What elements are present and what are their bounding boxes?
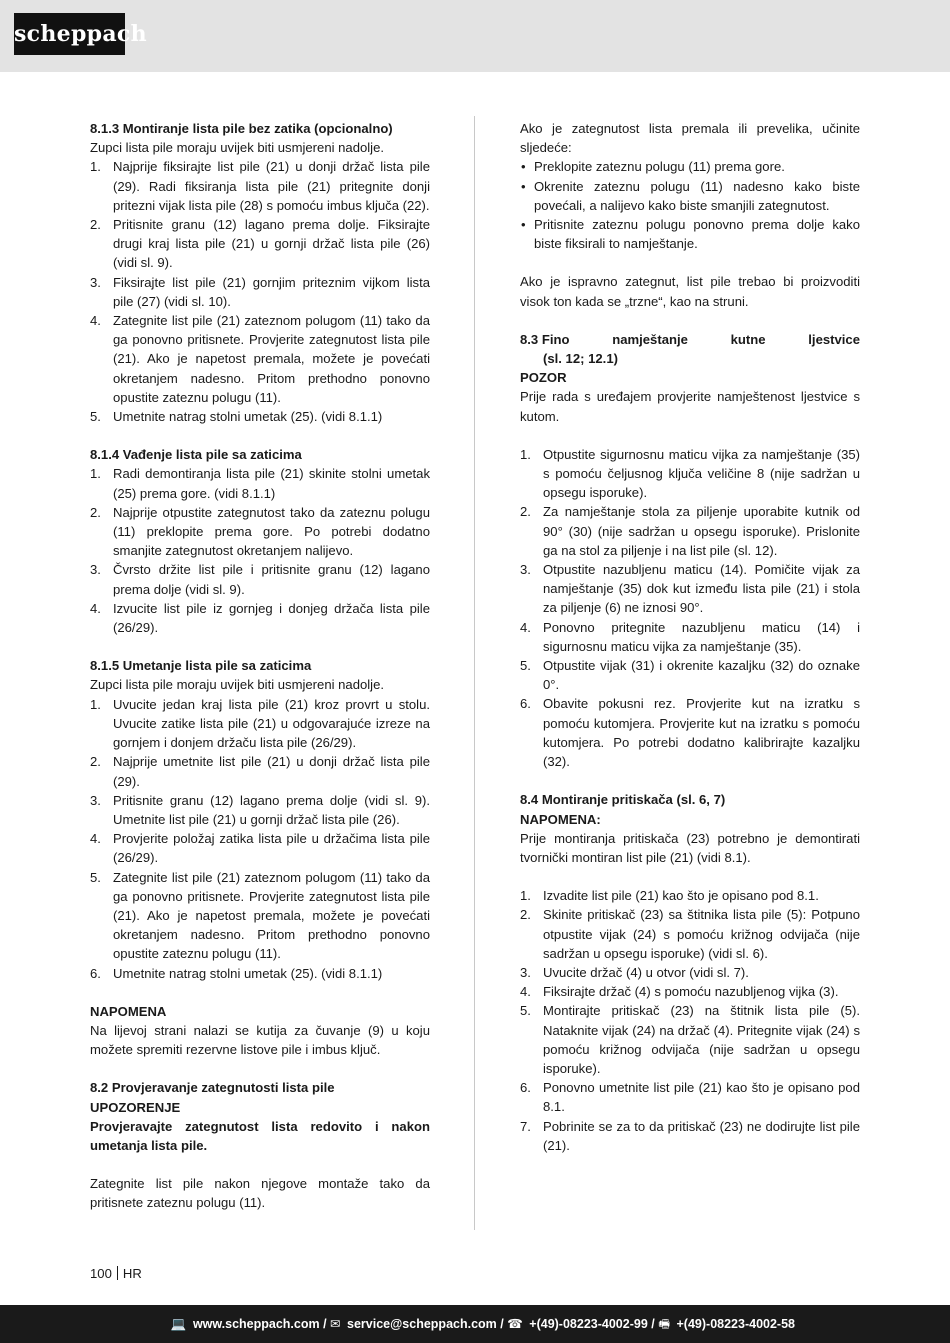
section-heading: 8.1.4 Vađenje lista pile sa zaticima: [90, 447, 302, 463]
list-number: 3.: [90, 562, 101, 578]
list-item-text: Montirajte pritiskač (23) na štitnik lista pile (5). Nataknite vijak (24) na držač (4). Pritegnite vijak (24) s pomoću križnog odvijača (nije sadržan u opsegu isporuke).: [543, 1003, 860, 1076]
list-item-text: Za namještanje stola za piljenje uporabite kutnik od 90° (30) (nije sadržan u opsegu isporuke). Prislonite ga na stol za piljenje i na list pile (sl. 12).: [543, 504, 860, 558]
list-item-text: Radi demontiranja lista pile (21) skinite stolni umetak (25) prema gore. (vidi 8.1.1): [113, 466, 430, 501]
left-column: [90, 119, 430, 1213]
list-number: 4.: [90, 313, 101, 329]
list-number: 3.: [90, 792, 101, 808]
note-heading: NAPOMENA:: [520, 811, 601, 827]
list-number: 2.: [520, 907, 531, 923]
list-item: [520, 905, 860, 963]
list-item: [90, 157, 430, 215]
list-item-text: Ponovno umetnite list pile (21) kao što je opisano pod 8.1.: [543, 1080, 860, 1115]
list-number: 1.: [90, 466, 101, 482]
list-number: 3.: [520, 562, 531, 578]
list-item: [90, 273, 430, 311]
page-language: HR: [122, 1266, 142, 1281]
list-number: 7.: [520, 1118, 531, 1134]
note-text: Prije montiranja pritiskača (23) potrebno je demontirati tvornički montiran list pile (21) (vidi 8.1).: [520, 830, 860, 865]
list-item-text: Obavite pokusni rez. Provjerite kut na izratku s pomoću kutomjera. Provjerite kut na izratku s pomoću kutomjera. Po potrebi dodatno kalibrirajte kazaljku (32).: [543, 696, 860, 770]
list-item: [520, 656, 860, 694]
section-intro: Ako je zategnutost lista premala ili prevelika, učinite sljedeće:: [520, 121, 860, 156]
list-number: 4.: [520, 984, 531, 1000]
list-item-text: Fiksirajte držač (4) s pomoću nazubljenog vijka (3).: [543, 984, 839, 1000]
phone-icon: ☎: [507, 1317, 523, 1331]
list-item-text: Provjerite položaj zatika lista pile u držačima lista pile (26/29).: [113, 831, 430, 866]
contact-footer: [0, 1305, 950, 1343]
steps-list: [90, 464, 430, 637]
note-text: Na lijevoj strani nalazi se kutija za čuvanje (9) u koju možete spremiti rezervne listove pile i imbus ključ.: [90, 1022, 430, 1058]
section-heading-line2: (sl. 12; 12.1): [543, 351, 618, 367]
section-heading: 8.3 Fino namještanje kutne ljestvice: [520, 331, 860, 347]
warning-text: Prije rada s uređajem provjerite namještenost ljestvice s kutom.: [520, 389, 860, 424]
bullet-item: [520, 157, 860, 176]
list-item-text: Preklopite zateznu polugu (11) prema gore.: [534, 159, 785, 175]
steps-list: [90, 695, 430, 983]
list-item: [520, 982, 860, 1001]
list-item: [520, 886, 860, 905]
steps-list: [90, 157, 430, 426]
list-number: 2.: [90, 504, 101, 520]
list-item: [520, 694, 860, 771]
list-item-text: Ponovno pritegnite nazubljenu maticu (14) i sigurnosnu maticu vijka za namještanje (35).: [543, 619, 860, 654]
list-item: [90, 829, 430, 867]
list-item-text: Pritisnite zateznu polugu ponovno prema dolje kako biste fiksirali to namještanje.: [534, 217, 860, 252]
website-link[interactable]: www.scheppach.com /: [192, 1317, 327, 1331]
bullet-item: [520, 215, 860, 253]
list-number: 5.: [90, 409, 101, 425]
computer-icon: 💻: [170, 1317, 187, 1331]
right-column: [520, 119, 860, 1155]
list-item: [520, 618, 860, 656]
list-item-text: Uvucite jedan kraj lista pile (21) kroz provrt u stolu. Uvucite zatike lista pile (21) u odgovarajuće izreze na gornjem i donjem držaču lista pile (26/29).: [113, 696, 430, 751]
list-item-text: Zategnite list pile (21) zateznom polugom (11) tako da ga ponovno pritisnete. Provjerite zategnutost lista pile (21). Ako je napetost premala, možete je povećati okretanjem nadesno. Pritom prethodno ponovno opustite zateznu polugu (11).: [113, 313, 430, 405]
list-number: 4.: [90, 600, 101, 616]
list-item-text: Pritisnite granu (12) lagano prema dolje. Fiksirajte drugi kraj lista pile (21) u gornji držač lista pile (26) (vidi sl. 9).: [113, 217, 430, 271]
list-number: 6.: [90, 965, 101, 981]
list-item-text: Najprije otpustite zategnutost tako da zateznu polugu (11) preklopite prema gore. Po potrebi dodatno smanjite zategnutost okretanjem nalijevo.: [113, 504, 430, 559]
section-heading: 8.1.3 Montiranje lista pile bez zatika (opcionalno): [90, 121, 393, 136]
list-number: 1.: [90, 696, 101, 712]
page-number-separator: [117, 1266, 118, 1280]
header-band: [0, 0, 950, 72]
list-item: [90, 407, 430, 426]
column-divider: [474, 116, 475, 1230]
list-item-text: Umetnite natrag stolni umetak (25). (vidi 8.1.1): [113, 409, 383, 425]
list-item-text: Čvrsto držite list pile i pritisnite granu (12) lagano prema dolje (vidi sl. 9).: [113, 562, 430, 597]
list-item: [90, 752, 430, 790]
list-item-text: Otpustite nazubljenu maticu (14). Pomičite vijak za namještanje (35) dok kut između lista pile (21) i stola za piljenje (6) ne iznosi 90°.: [543, 562, 860, 616]
bullet-item: [520, 177, 860, 215]
list-item: [90, 868, 430, 964]
list-item: [90, 560, 430, 598]
list-number: 2.: [90, 217, 101, 233]
list-item-text: Najprije fiksirajte list pile (21) u donji držač lista pile (29). Radi fiksiranja lista pile (21) pritegnite donji pritezni vijak lista pile (28) s pomoću imbus ključa (22).: [113, 159, 430, 213]
list-number: 2.: [90, 754, 101, 770]
list-item-text: Izvucite list pile iz gornjeg i donjeg držača lista pile (26/29).: [113, 600, 430, 636]
section-heading: 8.2 Provjeravanje zategnutosti lista pile: [90, 1080, 335, 1096]
list-number: 1.: [520, 446, 531, 462]
bullet-marker: •: [521, 159, 526, 175]
tension-adjust-block: [520, 119, 860, 311]
list-item: [90, 464, 430, 502]
steps-list: [520, 445, 860, 771]
list-item-text: Pobrinite se za to da pritiskač (23) ne dodirujte list pile (21).: [543, 1118, 860, 1153]
section-8-3: [520, 330, 860, 771]
list-item: [520, 502, 860, 560]
email-link[interactable]: service@scheppach.com /: [347, 1317, 504, 1331]
section-8-1-3: [90, 119, 430, 426]
list-number: 3.: [520, 964, 531, 980]
bullet-list: [520, 157, 860, 253]
section-8-1-5: [90, 656, 430, 982]
warning-text: Provjeravajte zategnutost lista redovito i nakon umetanja lista pile.: [90, 1118, 430, 1153]
list-number: 2.: [520, 504, 531, 520]
list-item-text: Skinite pritiskač (23) sa štitnika lista pile (5): Potpuno otpustite vijak (24) s pomoću križnog odvijača (nije sadržan u opsegu isporuke) (vidi sl. 6).: [543, 907, 860, 961]
note-block: [90, 1002, 430, 1060]
footer-contacts: [171, 1305, 795, 1343]
list-number: 4.: [520, 619, 531, 635]
list-item: [90, 311, 430, 407]
bullet-marker: •: [521, 217, 526, 233]
page-number: [90, 1266, 142, 1281]
list-item-text: Otpustite vijak (31) i okrenite kazaljku (32) do oznake 0°.: [543, 658, 860, 693]
list-item: [90, 215, 430, 273]
mail-icon: ✉: [330, 1317, 341, 1331]
list-item: [90, 791, 430, 829]
list-item: [520, 1001, 860, 1078]
section-8-2: [90, 1078, 430, 1212]
list-item-text: Izvadite list pile (21) kao što je opisano pod 8.1.: [543, 888, 819, 904]
warning-heading: UPOZORENJE: [90, 1099, 181, 1115]
section-intro: Zupci lista pile moraju uvijek biti usmjereni nadolje.: [90, 677, 385, 693]
list-item: [90, 695, 430, 753]
list-item: [90, 503, 430, 561]
list-number: 6.: [520, 1080, 531, 1096]
section-text: Zategnite list pile nakon njegove montaže tako da pritisnete zateznu polugu (11).: [90, 1176, 430, 1211]
list-item: [520, 560, 860, 618]
fax-number: +(49)-08223-4002-58: [676, 1317, 795, 1331]
list-item-text: Najprije umetnite list pile (21) u donji držač lista pile (29).: [113, 754, 430, 789]
section-heading: 8.1.5 Umetanje lista pile sa zaticima: [90, 658, 312, 674]
list-number: 6.: [520, 696, 531, 712]
brand-logo: scheppach: [14, 13, 125, 55]
list-number: 1.: [520, 888, 531, 904]
list-number: 5.: [90, 869, 101, 885]
steps-list: [520, 886, 860, 1155]
list-item: [520, 963, 860, 982]
section-8-4: [520, 790, 860, 1155]
list-item-text: Uvucite držač (4) u otvor (vidi sl. 7).: [543, 964, 749, 980]
list-number: 3.: [90, 274, 101, 290]
list-item-text: Zategnite list pile (21) zateznom polugom (11) tako da ga ponovno pritisnete. Provjerite zategnutost lista pile (21). Ako je napetost premala, možete je povećati okretanjem nadesno. Pritom prethodno ponovno opustite zateznu polugu (11).: [113, 869, 430, 962]
note-heading: NAPOMENA: [90, 1003, 167, 1019]
list-item-text: Okrenite zateznu polugu (11) nadesno kako biste povećali, a nalijevo kako biste smanjili zategnutost.: [534, 178, 860, 213]
section-heading: 8.4 Montiranje pritiskača (sl. 6, 7): [520, 792, 726, 808]
list-number: 5.: [520, 1003, 531, 1019]
phone-number: +(49)-08223-4002-99 /: [529, 1317, 655, 1331]
list-item-text: Umetnite natrag stolni umetak (25). (vidi 8.1.1): [113, 965, 383, 981]
list-item: [520, 445, 860, 503]
list-item-text: Otpustite sigurnosnu maticu vijka za namještanje (35) s pomoću čeljusnog ključa veličine 8 (nije sadržan u opsegu isporuke).: [543, 446, 860, 501]
list-number: 5.: [520, 658, 531, 674]
list-item: [520, 1078, 860, 1116]
list-item: [90, 964, 430, 983]
list-number: 4.: [90, 831, 101, 847]
section-8-1-4: [90, 445, 430, 637]
bullet-marker: •: [521, 178, 526, 194]
list-item: [520, 1117, 860, 1155]
section-intro: Zupci lista pile moraju uvijek biti usmjereni nadolje.: [90, 140, 385, 156]
list-item-text: Pritisnite granu (12) lagano prema dolje (vidi sl. 9). Umetnite list pile (21) u gornji držač lista pile (26).: [113, 792, 430, 827]
list-item: [90, 599, 430, 637]
warning-heading: POZOR: [520, 370, 567, 386]
fax-icon: 🖷: [658, 1317, 671, 1331]
list-item-text: Fiksirajte list pile (21) gornjim priteznim vijkom lista pile (27) (vidi sl. 10).: [113, 274, 430, 309]
page-number-value: 100: [90, 1266, 112, 1281]
section-text: Ako je ispravno zategnut, list pile trebao bi proizvoditi visok ton kada se „trzne“, kao na struni.: [520, 274, 860, 309]
list-number: 1.: [90, 159, 101, 175]
